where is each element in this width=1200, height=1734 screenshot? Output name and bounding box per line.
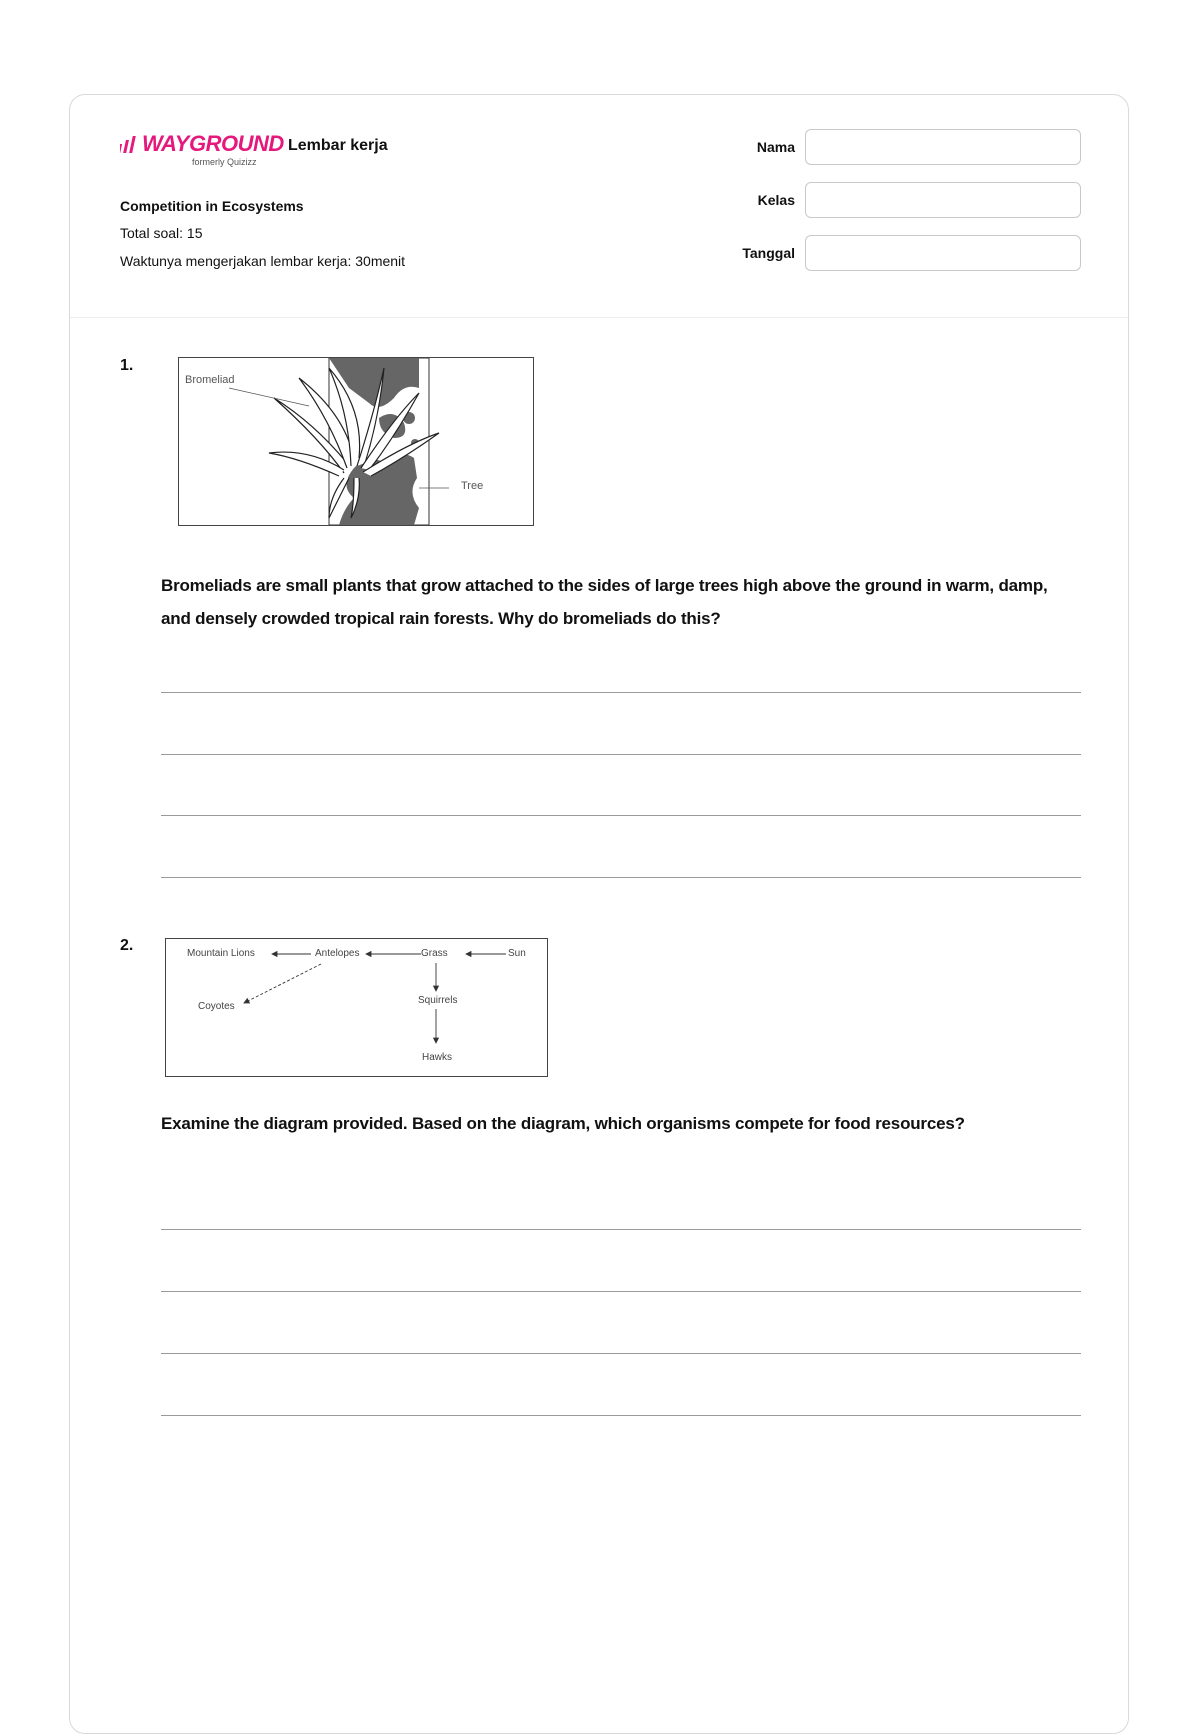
question-number: 2. bbox=[120, 937, 134, 954]
class-field[interactable] bbox=[805, 182, 1081, 218]
worksheet-title: Competition in Ecosystems bbox=[120, 198, 304, 214]
question-number: 1. bbox=[120, 357, 134, 374]
class-label: Kelas bbox=[757, 192, 795, 208]
antelopes-label: Antelopes bbox=[315, 948, 360, 959]
document-type: Lembar kerja bbox=[288, 137, 388, 154]
logo-mark-icon bbox=[120, 135, 142, 155]
question-text: Bromeliads are small plants that grow attached to the sides of large trees high above the ground in warm, damp, and densely crowded tropical rain forests. Why do bromeliads do this? bbox=[161, 576, 1048, 628]
answer-line[interactable] bbox=[161, 877, 1081, 878]
hawks-label: Hawks bbox=[422, 1052, 453, 1063]
name-label: Nama bbox=[756, 139, 795, 155]
date-field[interactable] bbox=[805, 235, 1081, 271]
time-limit: Waktunya mengerjakan lembar kerja: 30menit bbox=[120, 253, 406, 269]
squirrels-label: Squirrels bbox=[418, 995, 458, 1006]
food-web-diagram bbox=[165, 938, 548, 1077]
question-text: Examine the diagram provided. Based on the diagram, which organisms compete for food resources? bbox=[161, 1114, 965, 1133]
name-field[interactable] bbox=[805, 129, 1081, 165]
date-label: Tanggal bbox=[742, 245, 795, 261]
logo-subtitle: formerly Quizizz bbox=[192, 157, 257, 167]
worksheet-card bbox=[69, 94, 1129, 1734]
coyotes-label: Coyotes bbox=[198, 1001, 235, 1012]
grass-label: Grass bbox=[421, 948, 448, 959]
answer-line[interactable] bbox=[161, 1291, 1081, 1292]
answer-line[interactable] bbox=[161, 692, 1081, 693]
total-questions: Total soal: 15 bbox=[120, 225, 203, 241]
answer-line[interactable] bbox=[161, 1229, 1081, 1230]
bromeliad-label: Bromeliad bbox=[185, 374, 235, 386]
logo-wordmark: WAYGROUND bbox=[142, 131, 284, 156]
answer-line[interactable] bbox=[161, 754, 1081, 755]
answer-line[interactable] bbox=[161, 1353, 1081, 1354]
tree-label: Tree bbox=[461, 480, 484, 492]
worksheet-header bbox=[70, 95, 1128, 318]
mountain-lions-label: Mountain Lions bbox=[187, 948, 255, 959]
answer-line[interactable] bbox=[161, 815, 1081, 816]
sun-label: Sun bbox=[508, 948, 526, 959]
bromeliad-figure bbox=[178, 357, 534, 526]
answer-line[interactable] bbox=[161, 1415, 1081, 1416]
